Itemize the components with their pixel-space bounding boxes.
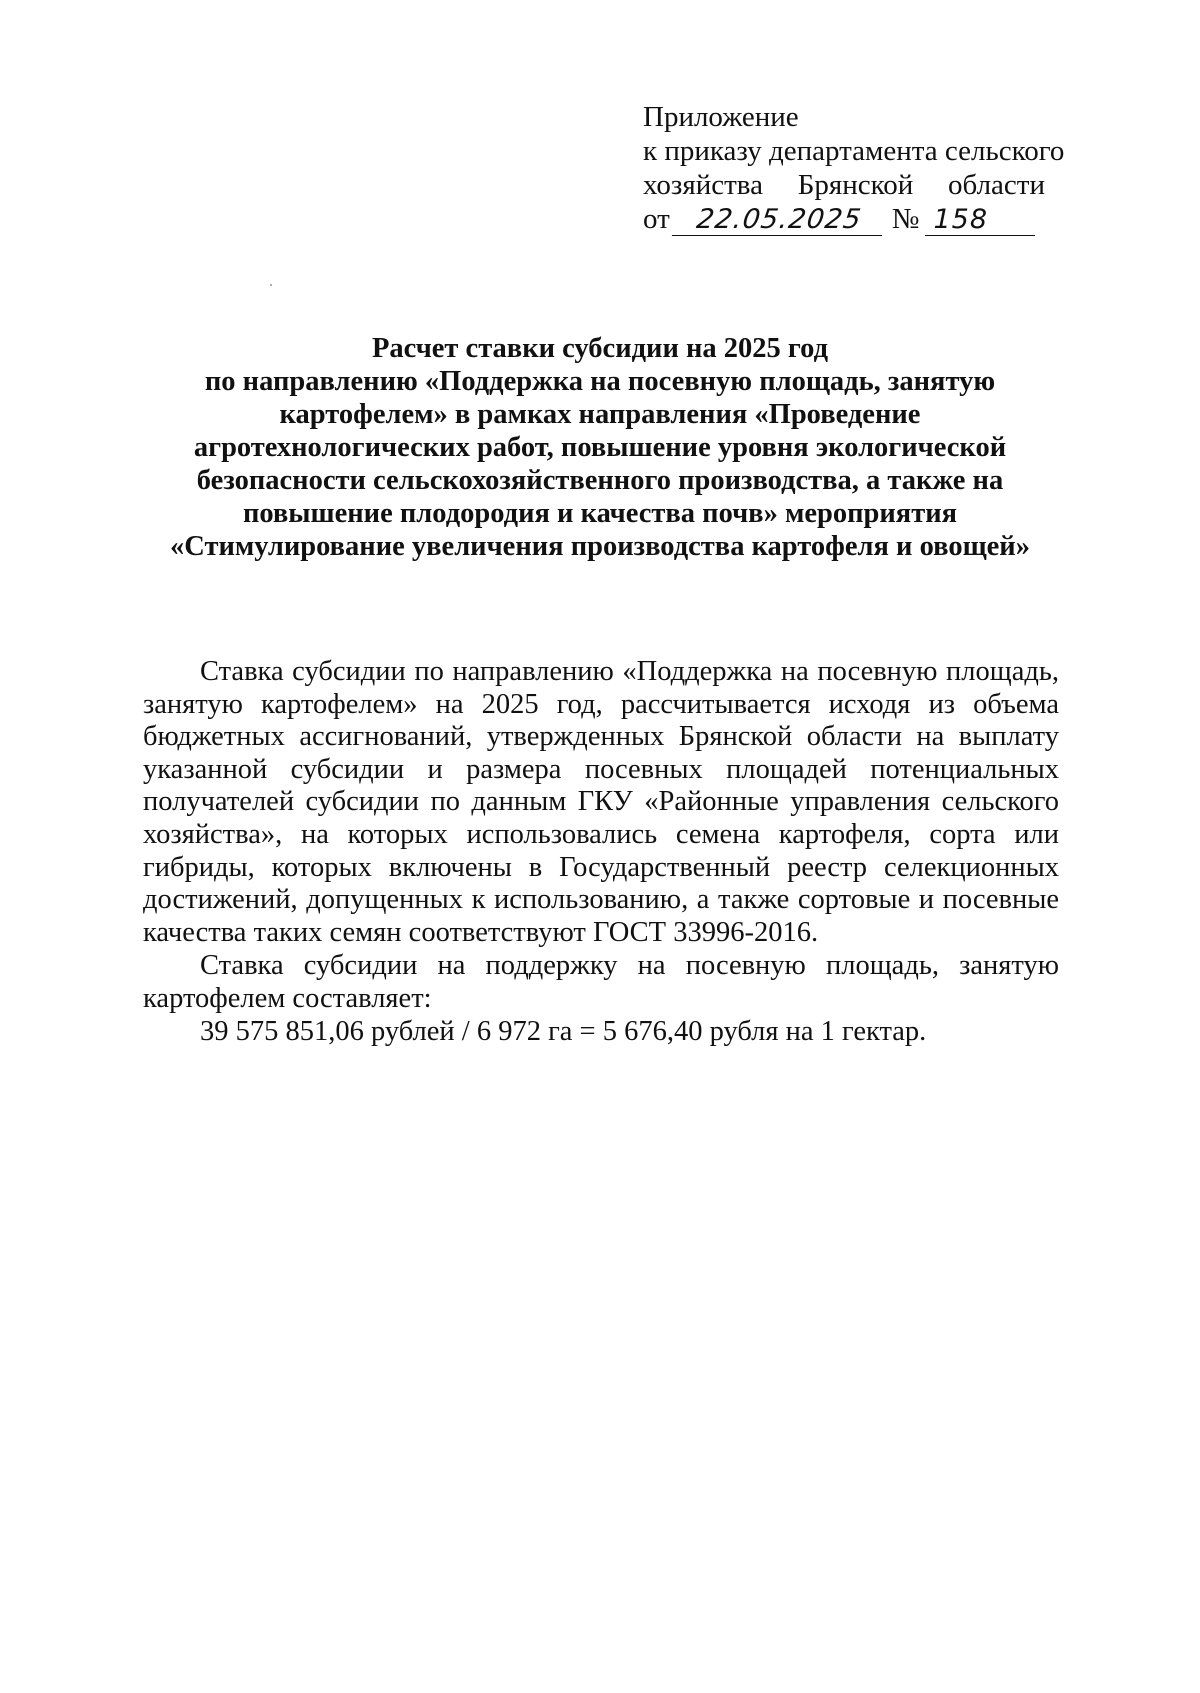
appendix-department-word3: области	[948, 169, 1045, 201]
title-line: «Стимулирование увеличения производства картофеля и овощей»	[170, 531, 1030, 562]
title-line: повышение плодородия и качества почв» мероприятия	[242, 498, 958, 529]
title-line: Расчет ставки субсидии на 2025 год	[371, 333, 829, 364]
title-line: агротехнологических работ, повышение уровня экологической	[193, 432, 1007, 463]
document-title	[140, 332, 1060, 563]
appendix-department	[643, 168, 1045, 202]
title-line: по направлению «Поддержка на посевную площадь, занятую	[204, 366, 996, 397]
body-paragraph-2: Ставка субсидии на поддержку на посевную площадь, занятую картофелем составляет:	[143, 950, 1059, 1014]
scan-speck	[270, 284, 272, 286]
appendix-header	[643, 100, 1063, 236]
appendix-department-word2: Брянской	[797, 169, 914, 201]
body-paragraph-1: Ставка субсидии по направлению «Поддержка на посевную площадь, занятую картофелем» на 2025 год, рассчитывается исходя из объема бюджетных ассигнований, утвержденных Брянской области на выплату указанной субсидии и размера посевных площадей потенциальных получателей субсидии по данным ГКУ «Районные управления сельского хозяйства», на которых использовались семена картофеля, сорта или гибриды, которых включены в Государственный реестр селекционных достижений, допущенных к использованию, а также сортовые и посевные качества таких семян соответствуют ГОСТ 33996-2016.	[143, 656, 1059, 948]
appendix-order-ref: к приказу департамента сельского	[643, 135, 1065, 167]
appendix-date-line	[643, 202, 1063, 236]
rate-formula: 39 575 851,06 рублей / 6 972 га = 5 676,40 рубля на 1 гектар.	[200, 1015, 927, 1047]
title-line: безопасности сельскохозяйственного производства, а также на	[196, 465, 1004, 496]
appendix-label: Приложение	[643, 101, 799, 133]
document-body	[143, 656, 1059, 1048]
date-prefix: от	[643, 203, 670, 235]
handwritten-number: 158	[925, 205, 1035, 236]
appendix-department-word1: хозяйства	[643, 169, 763, 201]
title-line: картофелем» в рамках направления «Проведение	[279, 399, 921, 430]
handwritten-date: 22.05.2025	[672, 205, 886, 236]
number-sign: №	[891, 203, 920, 235]
